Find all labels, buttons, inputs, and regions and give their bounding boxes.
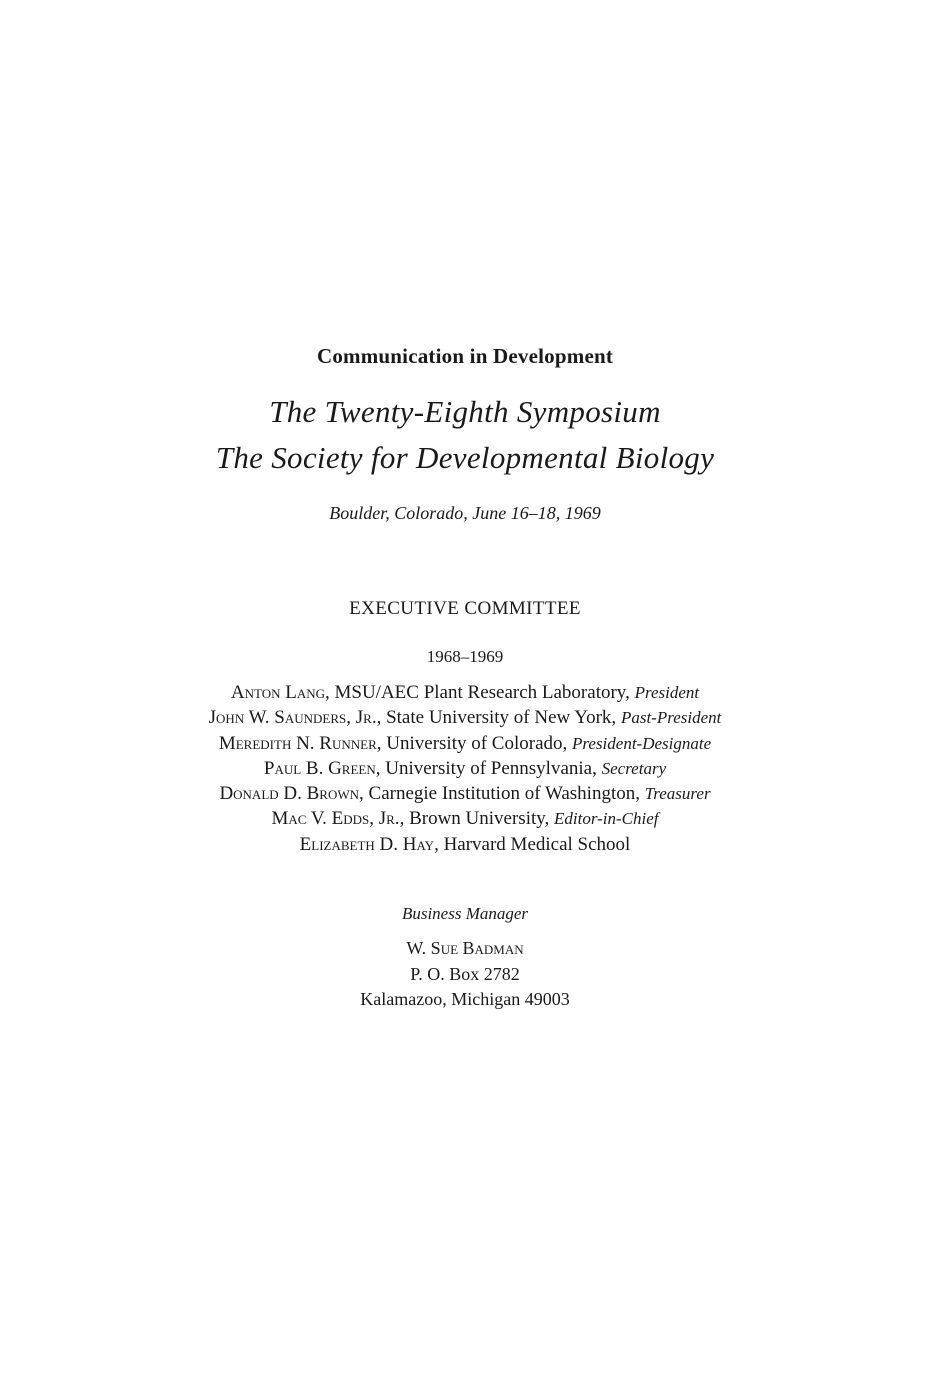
business-manager-address-line-2: Kalamazoo, Michigan 49003 [360, 989, 570, 1009]
executive-committee-heading: EXECUTIVE COMMITTEE [349, 598, 581, 619]
committee-member-list [0, 680, 930, 857]
symposium-title-line-1: The Twenty-Eighth Symposium [269, 394, 661, 429]
member-affiliation: , University of Colorado, [376, 732, 573, 754]
member-name: Mac V. Edds, Jr. [271, 808, 400, 830]
member-role: Past-President [620, 708, 722, 728]
member-affiliation: , Carnegie Institution of Washington, [359, 783, 645, 805]
business-manager-address-line-1: P. O. Box 2782 [410, 963, 520, 984]
member-name: Meredith N. Runner [218, 732, 377, 754]
executive-committee-years: 1968–1969 [426, 647, 504, 666]
committee-member [0, 781, 930, 806]
committee-member [0, 806, 930, 831]
member-role: Editor-in-Chief [554, 809, 659, 829]
member-affiliation: , MSU/AEC Plant Research Laboratory, [325, 682, 635, 703]
committee-member [0, 731, 930, 756]
member-name: Anton Lang [230, 682, 325, 703]
committee-member [0, 756, 930, 781]
member-affiliation: , Harvard Medical School [434, 833, 631, 855]
business-manager-name: W. Sue Badman [406, 938, 524, 958]
member-affiliation: , State University of New York, [376, 707, 621, 729]
member-name: Donald D. Brown [219, 783, 360, 805]
member-name: Elizabeth D. Hay [299, 833, 435, 855]
series-title: Communication in Development [316, 344, 614, 368]
member-affiliation: , Brown University, [399, 808, 555, 830]
member-role: President-Designate [572, 733, 712, 753]
symposium-title-line-2: The Society for Developmental Biology [215, 440, 715, 475]
member-name: John W. Saunders, Jr. [208, 707, 377, 729]
member-name: Paul B. Green [263, 757, 376, 779]
member-role: Treasurer [644, 784, 711, 804]
business-manager-address [0, 936, 930, 1013]
committee-member [0, 832, 930, 857]
member-role: Secretary [601, 758, 667, 778]
member-role: President [634, 683, 700, 702]
symposium-venue: Boulder, Colorado, June 16–18, 1969 [329, 503, 601, 523]
committee-member [0, 680, 930, 705]
member-affiliation: , University of Pennsylvania, [375, 757, 602, 779]
business-manager-heading: Business Manager [401, 904, 529, 923]
committee-member [0, 705, 930, 730]
